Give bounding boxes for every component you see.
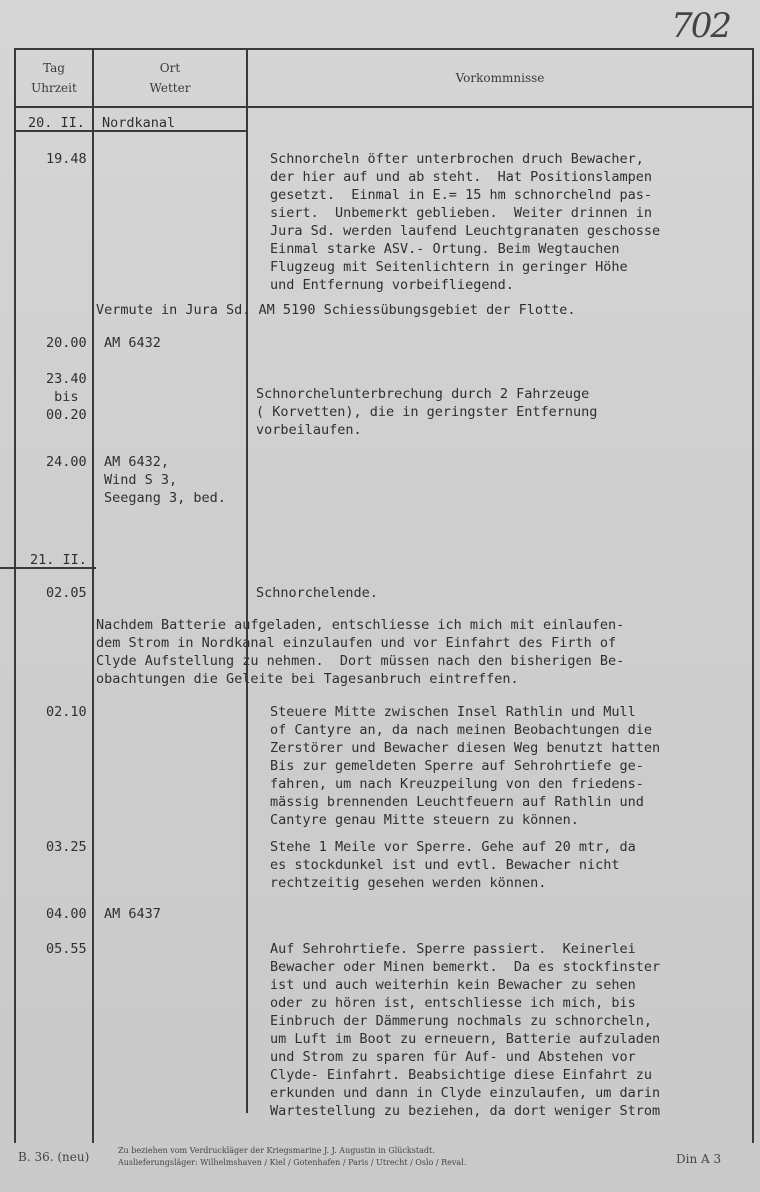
header-bottom-rule bbox=[14, 106, 754, 108]
entry-0325-time: 03.25 bbox=[46, 839, 87, 855]
header-wetter-label: Wetter bbox=[149, 81, 191, 95]
footer-printer-line-2: Auslieferungsläger: Wilhelmshaven / Kiel / Gotenhafen / Paris / Utrecht / Oslo / Reval. bbox=[118, 1158, 467, 1167]
entry-0210-time: 02.10 bbox=[46, 704, 87, 720]
footer-printer-line-1: Zu beziehen vom Verdruckläger der Kriegsmarine J. J. Augustin in Glückstadt. bbox=[118, 1146, 435, 1155]
right-border bbox=[752, 48, 754, 1143]
note-jura: Vermute in Jura Sd. AM 5190 Schiessübungsgebiet der Flotte. bbox=[96, 302, 576, 318]
date-1: 20. II. bbox=[28, 115, 85, 131]
entry-2400-time: 24.00 bbox=[46, 454, 87, 470]
footer-form-number: B. 36. (neu) bbox=[18, 1150, 90, 1164]
date-2: 21. II. bbox=[30, 552, 87, 568]
entry-0210-text: Steuere Mitte zwischen Insel Rathlin und Mull of Cantyre an, da nach meinen Beobachtungen die Zerstörer und Bewacher diesen Weg benutzt hatten Bis zur gemeldeten Sperre auf Sehrohrtiefe ge- fahren, um nach Kreuzpeilung von den friedens- mässig brennenden Leuchtfeuern auf Rathlin und Cantyre genau Mitte steuern zu können. bbox=[270, 704, 661, 828]
date-1-place: Nordkanal bbox=[102, 115, 176, 131]
entry-0555-text: Auf Sehrohrtiefe. Sperre passiert. Keinerlei Bewacher oder Minen bemerkt. Da es stockfinster ist und auch weiterhin kein Bewacher zu sehen oder zu hören ist, entschliesse ich mich, bis Einbruch der Dämmerung nochmals zu schnorcheln, um Luft im Boot zu erneuern, Batterie aufzuladen und Strom zu sparen für Auf- und Abstehen vor Clyde- Einfahrt. Beabsichtige diese Einfahrt zu erkunden und dann in Clyde einzulaufen, um darin Wartestellung zu beziehen, da dort weniger Strom bbox=[270, 941, 661, 1119]
entry-1948-time: 19.48 bbox=[46, 151, 87, 167]
entry-0555-time: 05.55 bbox=[46, 941, 87, 957]
entry-2400-place: AM 6432, Wind S 3, Seegang 3, bed. bbox=[104, 454, 226, 506]
header-ort bbox=[94, 58, 246, 98]
entry-0325-text: Stehe 1 Meile vor Sperre. Gehe auf 20 mtr, da es stockdunkel ist und evtl. Bewacher nicht rechtzeitig gesehen werden können. bbox=[270, 839, 636, 891]
column-divider-2 bbox=[246, 48, 248, 1113]
header-tag bbox=[16, 58, 92, 98]
header-ort-label: Ort bbox=[159, 61, 181, 75]
entry-0400-place: AM 6437 bbox=[104, 906, 161, 922]
left-border bbox=[14, 48, 16, 1143]
entry-1948-text: Schnorcheln öfter unterbrochen druch Bewacher, der hier auf und ab steht. Hat Positionslampen gesetzt. Einmal in E.= 15 hm schnorchelnd pas- siert. Unbemerkt geblieben. Weiter drinnen in Jura Sd. werden laufend Leuchtgranaten geschosse Einmal starke ASV.- Ortung. Beim Wegtauchen Flugzeug mit Seitenlichtern in geringer Höhe und Entfernung vorbeifliegend. bbox=[270, 151, 661, 293]
entry-0400-time: 04.00 bbox=[46, 906, 87, 922]
footer-din: Din A 3 bbox=[676, 1152, 722, 1166]
top-border bbox=[14, 48, 754, 50]
entry-0205-time: 02.05 bbox=[46, 585, 87, 601]
entry-0205-text: Schnorchelende. bbox=[256, 585, 378, 601]
header-tag-label: Tag bbox=[43, 61, 65, 75]
entry-2340-text: Schnorchelunterbrechung durch 2 Fahrzeuge ( Korvetten), die in geringster Entfernung vorbeilaufen. bbox=[256, 386, 598, 438]
page-number: 702 bbox=[671, 6, 730, 46]
entry-2340-time: 23.40 bis 00.20 bbox=[46, 371, 87, 423]
entry-2000-place: AM 6432 bbox=[104, 335, 161, 351]
header-uhrzeit-label: Uhrzeit bbox=[31, 81, 77, 95]
entry-2000-time: 20.00 bbox=[46, 335, 87, 351]
header-vorkommnisse: Vorkommnisse bbox=[455, 71, 545, 85]
note-batterie: Nachdem Batterie aufgeladen, entschliesse ich mich mit einlaufen- dem Strom in Nordkanal einzulaufen und vor Einfahrt des Firth of Clyde Aufstellung zu nehmen. Dort müssen nach den bisherigen Be- obachtungen die Geleite bei Tagesanbruch eintreffen. bbox=[96, 617, 625, 687]
column-divider-1 bbox=[92, 48, 94, 1143]
